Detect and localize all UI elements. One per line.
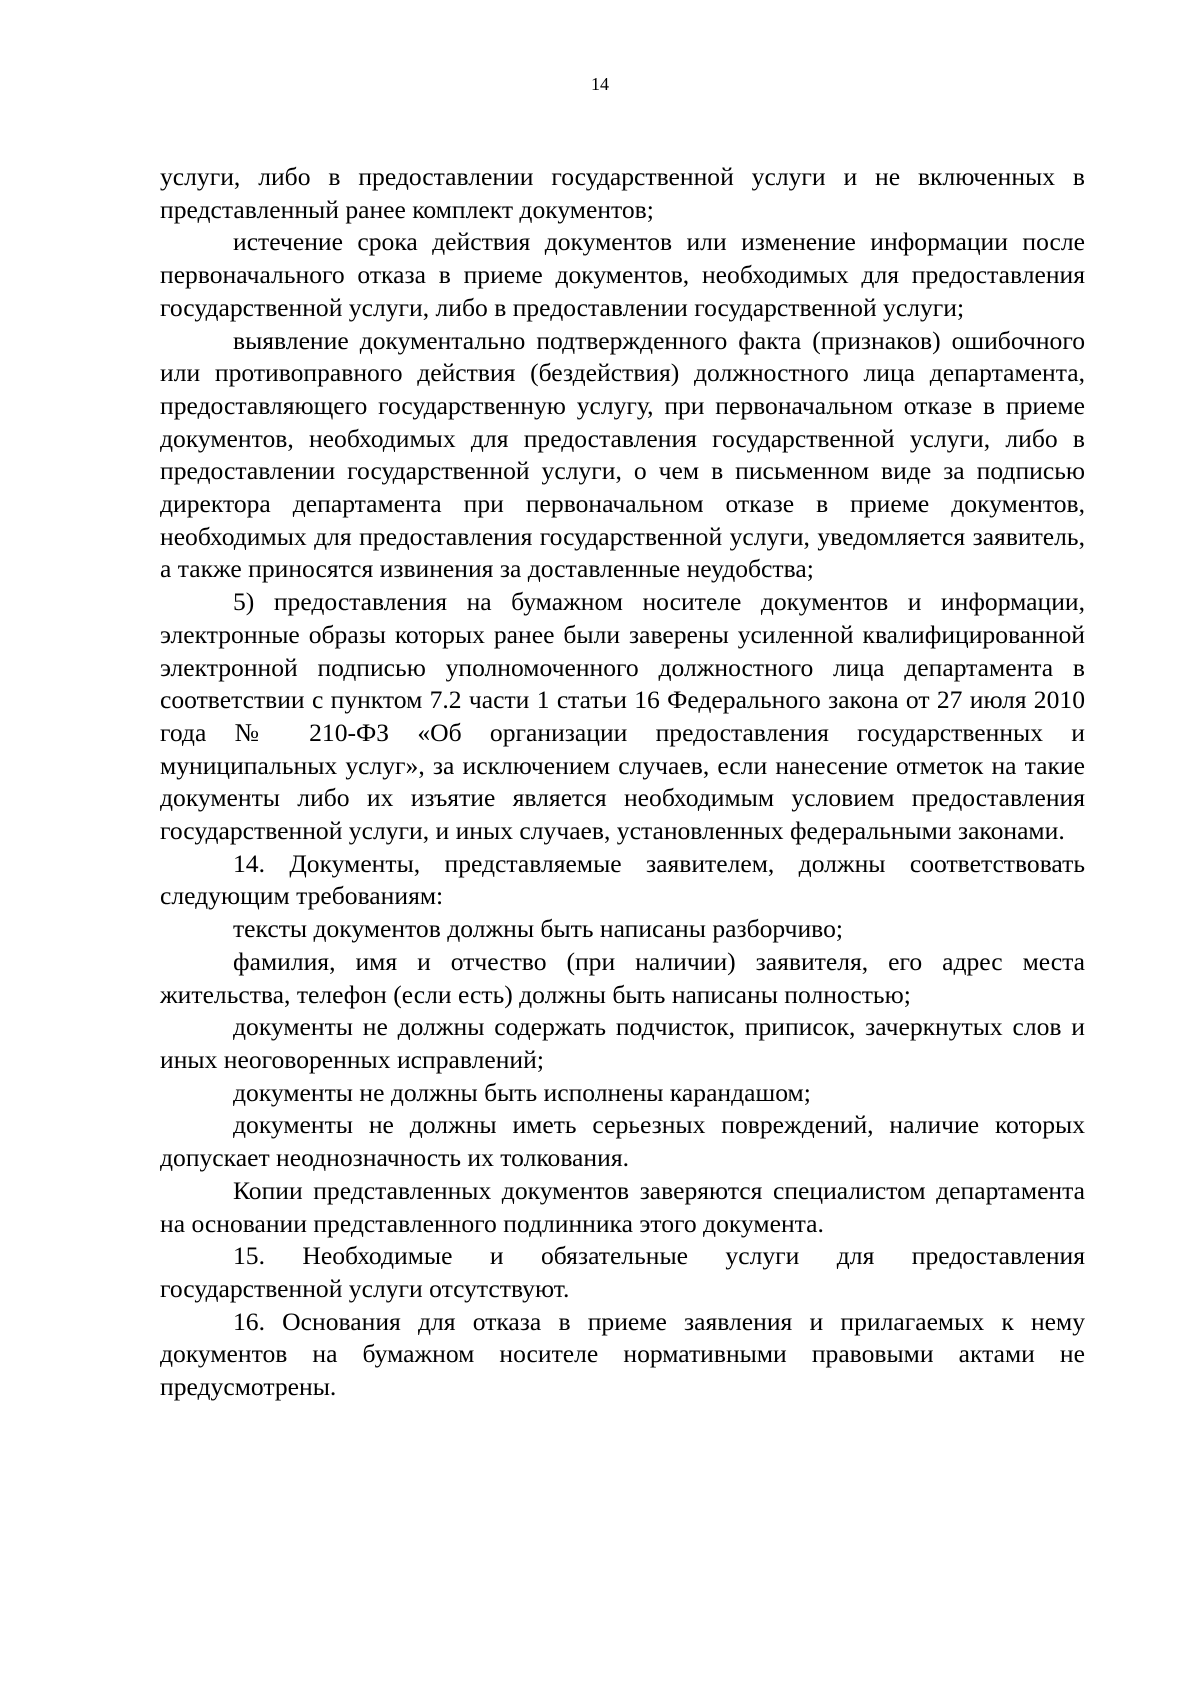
- paragraph-requirement-no-damage: документы не должны иметь серьезных повреждений, наличие которых допускает неоднозначность их толкования.: [160, 1110, 1085, 1173]
- paragraph-continuation: услуги, либо в предоставлении государственной услуги и не включенных в представленный ранее комплект документов;: [160, 162, 1085, 224]
- paragraph-document-expiry: истечение срока действия документов или изменение информации после первоначального отказа в приеме документов, необходимых для предоставления государственной услуги, либо в предоставлении государственной услуги;: [160, 227, 1085, 322]
- page-number: 14: [591, 74, 609, 94]
- document-body: [160, 161, 1085, 1404]
- paragraph-official-error: выявление документально подтвержденного факта (признаков) ошибочного или противоправного действия (бездействия) должностного лица департамента, предоставляющего государственную услугу, при первоначальном отказе в приеме документов, необходимых для предоставления государственной услуги, либо в предоставлении государственной услуги, о чем в письменном виде за подписью директора департамента при первоначальном отказе в приеме документов, необходимых для предоставления государственной услуги, уведомляется заявитель, а также приносятся извинения за доставленные неудобства;: [160, 325, 1085, 584]
- paragraph-requirement-no-pencil: документы не должны быть исполнены карандашом;: [233, 1077, 811, 1107]
- paragraph-item-5-paper-documents: 5) предоставления на бумажном носителе документов и информации, электронные образы которых ранее были заверены усиленной квалифицированной электронной подписью уполномоченного должностного лица департамента в соответствии с пунктом 7.2 части 1 статьи 16 Федерального закона от 27 июля 2010 года № 210-ФЗ «Об организации предоставления государственных и муниципальных услуг», за исключением случаев, если нанесение отметок на такие документы либо их изъятие является необходимым условием предоставления государственной услуги, и иных случаев, установленных федеральными законами.: [160, 587, 1085, 846]
- paragraph-copies-certified: Копии представленных документов заверяются специалистом департамента на основании представленного подлинника этого документа.: [160, 1175, 1085, 1238]
- paragraph-section-15: 15. Необходимые и обязательные услуги для предоставления государственной услуги отсутствуют.: [160, 1241, 1085, 1303]
- paragraph-section-16: 16. Основания для отказа в приеме заявления и прилагаемых к нему документов на бумажном носителе нормативными правовыми актами не предусмотрены.: [160, 1306, 1085, 1402]
- paragraph-requirement-full-name: фамилия, имя и отчество (при наличии) заявителя, его адрес места жительства, телефон (если есть) должны быть написаны полностью;: [160, 946, 1085, 1009]
- paragraph-requirement-no-erasures: документы не должны содержать подчисток, приписок, зачеркнутых слов и иных неоговоренных исправлений;: [160, 1012, 1085, 1074]
- paragraph-requirement-legible: тексты документов должны быть написаны разборчиво;: [233, 914, 843, 944]
- paragraph-section-14: 14. Документы, представляемые заявителем, должны соответствовать следующим требованиям:: [160, 848, 1085, 911]
